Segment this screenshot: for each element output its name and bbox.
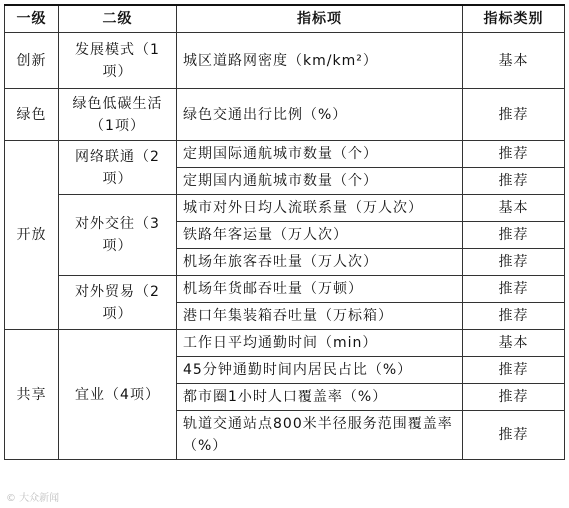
table-row (5, 330, 565, 357)
indicator-cell: 机场年货邮吞吐量（万顿） (177, 276, 463, 303)
indicator-cell: 城市对外日均人流联系量（万人次） (177, 195, 463, 222)
indicator-cell: 城区道路网密度（km/km²） (177, 33, 463, 89)
indicator-cell: 港口年集装箱吞吐量（万标箱） (177, 303, 463, 330)
level1-cell: 开放 (5, 141, 59, 330)
level2-cell: 网络联通（2项） (59, 141, 177, 195)
watermark: © 大众新闻 (6, 493, 60, 504)
table-row (5, 141, 565, 168)
category-cell: 推荐 (463, 222, 565, 249)
category-cell: 推荐 (463, 411, 565, 460)
indicator-cell: 轨道交通站点800米半径服务范围覆盖率（%） (177, 411, 463, 460)
level2-cell: 宜业（4项） (59, 330, 177, 460)
category-cell: 推荐 (463, 303, 565, 330)
indicator-table (4, 4, 565, 460)
header-indicator: 指标项 (177, 5, 463, 33)
header-row (5, 5, 565, 33)
table-row (5, 89, 565, 141)
category-cell: 推荐 (463, 89, 565, 141)
table-row (5, 276, 565, 303)
category-cell: 推荐 (463, 168, 565, 195)
indicator-cell: 45分钟通勤时间内居民占比（%） (177, 357, 463, 384)
category-cell: 推荐 (463, 249, 565, 276)
category-cell: 基本 (463, 330, 565, 357)
level1-cell: 绿色 (5, 89, 59, 141)
indicator-cell: 工作日平均通勤时间（min） (177, 330, 463, 357)
indicator-cell: 绿色交通出行比例（%） (177, 89, 463, 141)
header-category: 指标类别 (463, 5, 565, 33)
category-cell: 基本 (463, 195, 565, 222)
level2-cell: 对外贸易（2项） (59, 276, 177, 330)
indicator-cell: 都市圈1小时人口覆盖率（%） (177, 384, 463, 411)
level2-cell: 发展模式（1项） (59, 33, 177, 89)
category-cell: 基本 (463, 33, 565, 89)
category-cell: 推荐 (463, 384, 565, 411)
level2-cell: 绿色低碳生活（1项） (59, 89, 177, 141)
header-level2: 二级 (59, 5, 177, 33)
level2-cell: 对外交往（3项） (59, 195, 177, 276)
indicator-cell: 铁路年客运量（万人次） (177, 222, 463, 249)
table-row (5, 195, 565, 222)
category-cell: 推荐 (463, 276, 565, 303)
indicator-cell: 定期国内通航城市数量（个） (177, 168, 463, 195)
category-cell: 推荐 (463, 357, 565, 384)
header-level1: 一级 (5, 5, 59, 33)
category-cell: 推荐 (463, 141, 565, 168)
level1-cell: 共享 (5, 330, 59, 460)
table-row (5, 33, 565, 89)
level1-cell: 创新 (5, 33, 59, 89)
indicator-cell: 机场年旅客吞吐量（万人次） (177, 249, 463, 276)
indicator-cell: 定期国际通航城市数量（个） (177, 141, 463, 168)
